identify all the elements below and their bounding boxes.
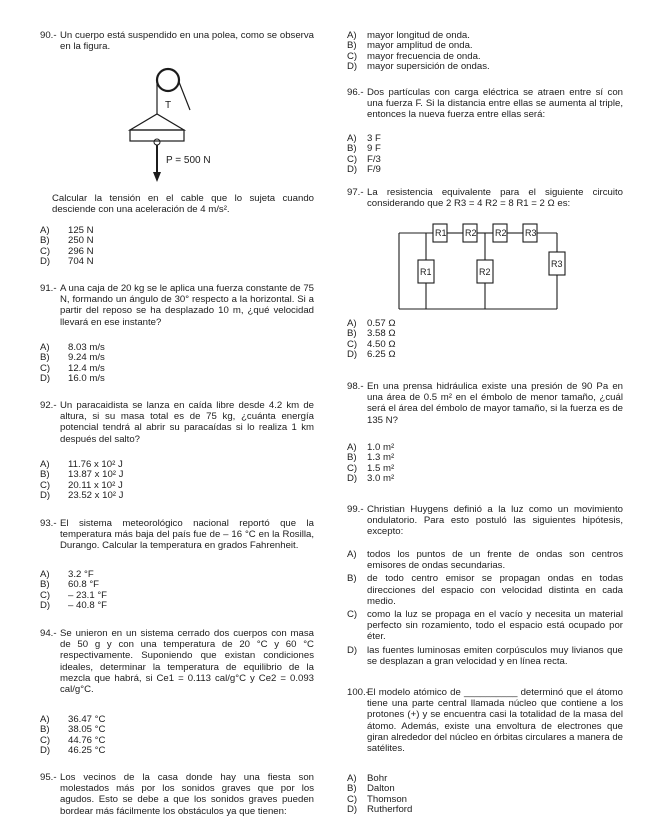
option-a[interactable]: A) 3 F <box>347 133 381 144</box>
option-d[interactable]: D) 6.25 Ω <box>347 349 396 361</box>
options-100 <box>347 773 623 816</box>
label-r3-vert: R3 <box>551 259 563 269</box>
option-a[interactable]: A) Bohr <box>347 773 388 784</box>
tension-label: T <box>165 100 172 111</box>
option-a[interactable]: A) 125 N <box>40 225 94 236</box>
pulley-wheel <box>157 69 179 91</box>
option-c[interactable]: C) 296 N <box>40 245 94 257</box>
question-90 <box>40 30 314 52</box>
label-r3-top: R3 <box>525 228 537 238</box>
option-a[interactable]: A) mayor longitud de onda. <box>347 30 470 41</box>
question-90-text2: Calcular la tensión en el cable que lo sujeta cuando desciende con una aceleración de 4 m/s². <box>52 193 314 216</box>
options-98 <box>347 442 623 484</box>
label-r2-top-a: R2 <box>465 228 477 238</box>
label-r2-top-b: R2 <box>495 228 507 238</box>
cable-right <box>179 82 190 110</box>
option-b[interactable]: B) 3.58 Ω <box>347 328 396 340</box>
options-99 <box>347 549 623 667</box>
question-96: 96.- Dos partículas con carga eléctrica se atraen entre sí con una fuerza F. Si la distancia entre ellas se aumenta al triple, entonces la nueva fuerza entre ellas será: <box>347 87 623 121</box>
question-text: Un cuerpo está suspendido en una polea, como se observa en la figura. <box>60 30 314 53</box>
question-95: 95.- Los vecinos de la casa donde hay una fiesta son molestados más por los sonidos graves que por los agudos. Esto se debe a que los sonidos graves pueden bordear más fácilmente los obstáculos ya que tienen: <box>40 772 314 816</box>
options-96 <box>347 133 623 175</box>
option-c[interactable]: C) 4.50 Ω <box>347 338 396 350</box>
options-93 <box>40 569 314 611</box>
option-b[interactable]: B) 60.8 °F <box>40 579 100 591</box>
option-c[interactable]: C) 44.76 °C <box>40 734 106 746</box>
option-d[interactable]: D) – 40.8 °F <box>40 600 108 612</box>
option-a[interactable]: A) 36.47 °C <box>40 714 106 725</box>
option-d[interactable]: D) mayor supersición de ondas. <box>347 61 490 73</box>
label-r1-top: R1 <box>435 228 447 238</box>
option-b[interactable]: B) 13.87 x 10² J <box>40 469 124 481</box>
question-100: 100.- El modelo atómico de __________ determinó que el átomo tiene una parte central llamada núcleo que contiene a los protones (+) y se encuentra casi la totalidad de la masa del átomo. Además, existe una envoltura de electrones que giran alrededor del núcleo en órbitas circulares a manera de satélites. <box>347 687 623 755</box>
option-d[interactable]: D) 23.52 x 10² J <box>40 490 124 502</box>
option-d[interactable]: D) Rutherford <box>347 804 413 816</box>
question-97: 97.- La resistencia equivalente para el siguiente circuito considerando que 2 R3 = 4 R2 = 8 R1 = 2 Ω es: <box>347 187 623 210</box>
option-b[interactable]: B) 1.3 m² <box>347 452 395 464</box>
question-number: 90.- <box>40 30 57 41</box>
label-r2-vert: R2 <box>479 267 491 277</box>
weight-block <box>130 114 184 130</box>
label-r1-vert: R1 <box>420 267 432 277</box>
option-b[interactable]: B) 38.05 °C <box>40 724 106 736</box>
option-a[interactable]: A) 11.76 x 10² J <box>40 459 123 470</box>
option-c[interactable]: C) 12.4 m/s <box>40 362 105 374</box>
option-a[interactable]: A) 8.03 m/s <box>40 342 105 353</box>
option-d[interactable]: D) F/9 <box>347 164 381 176</box>
options-95 <box>347 30 623 72</box>
option-b[interactable]: B) 9 F <box>347 143 381 155</box>
options-90 <box>40 225 314 267</box>
question-92: 92.- Un paracaidista se lanza en caída libre desde 4.2 km de altura, si su masa total es de 75 kg, ¿cuánta energía potencial tendrá al abrir su paracaídas si lo realiza 1 km después del salto? <box>40 400 314 445</box>
option-c[interactable]: C) – 23.1 °F <box>40 589 108 601</box>
option-c[interactable]: C) F/3 <box>347 153 381 165</box>
option-c[interactable]: C) 20.11 x 10² J <box>40 479 123 491</box>
option-c[interactable]: C) Thomson <box>347 793 407 805</box>
option-b[interactable]: B) 250 N <box>40 235 94 247</box>
circuit-diagram <box>396 220 572 314</box>
option-b[interactable]: B) de todo centro emisor se propagan ondas en todas direcciones del espacio con velocidad distinta en cada medio. <box>347 573 623 607</box>
option-d[interactable]: D) 3.0 m² <box>347 473 395 485</box>
option-b[interactable]: B) 9.24 m/s <box>40 352 105 364</box>
question-99: 99.- Christian Huygens definió a la luz como un movimiento ondulatorio. Para esto postuló las siguientes hipótesis, excepto: <box>347 504 623 538</box>
options-91 <box>40 342 314 384</box>
weight-label: P = 500 N <box>166 155 211 166</box>
question-91: 91.- A una caja de 20 kg se le aplica una fuerza constante de 75 N, formando un ángulo de 30° respecto a la horizontal. Si a partir del reposo se ha desplazado 10 m, ¿qué velocidad llevará en ese instante? <box>40 283 314 328</box>
option-b[interactable]: B) Dalton <box>347 783 395 795</box>
option-d[interactable]: D) 46.25 °C <box>40 745 106 757</box>
option-b[interactable]: B) mayor amplitud de onda. <box>347 40 473 52</box>
options-92 <box>40 459 314 501</box>
option-a[interactable]: A) 1.0 m² <box>347 442 395 453</box>
pulley-figure <box>120 66 230 186</box>
question-98: 98.- En una prensa hidráulica existe una presión de 90 Pa en una área de 0.5 m² en el émbolo de menor tamaño, ¿cuál será el área del émbolo de mayor tamaño, si la fuerza es de 135 N? <box>347 381 623 426</box>
option-a[interactable]: A) 3.2 °F <box>40 569 94 580</box>
question-93: 93.- El sistema meteorológico nacional reportó que la temperatura más baja del país fue de – 16 °C en la Rosilla, Durango. Calcular la temperatura en grados Fahrenheit. <box>40 518 314 552</box>
option-d[interactable]: D) 704 N <box>40 256 94 268</box>
option-c[interactable]: C) como la luz se propaga en el vacío y necesita un material perfecto sin rozamiento, todo el espacio está ocupado por éter. <box>347 609 623 643</box>
options-97 <box>347 318 623 360</box>
options-94 <box>40 714 314 756</box>
question-94: 94.- Se unieron en un sistema cerrado dos cuerpos con masa de 50 g y con una temperatura de 20 °C y 60 °C respectivamente. Suponiendo que existan condiciones ideales, determinar la temperatura de equilibrio de la mezcla que habrá, si Ce1 = 0.113 cal/g°C y Ce2 = 0.093 cal/g°C. <box>40 628 314 696</box>
option-a[interactable]: A) todos los puntos de un frente de ondas son centros emisores de ondas secundarias. <box>347 549 623 572</box>
option-d[interactable]: D) las fuentes luminosas emiten corpúsculos muy livianos que se desplazan a gran velocidad y en línea recta. <box>347 644 623 667</box>
option-d[interactable]: D) 16.0 m/s <box>40 373 105 385</box>
option-a[interactable]: A) 0.57 Ω <box>347 318 396 329</box>
option-c[interactable]: C) mayor frecuencia de onda. <box>347 50 481 62</box>
option-c[interactable]: C) 1.5 m² <box>347 462 395 474</box>
